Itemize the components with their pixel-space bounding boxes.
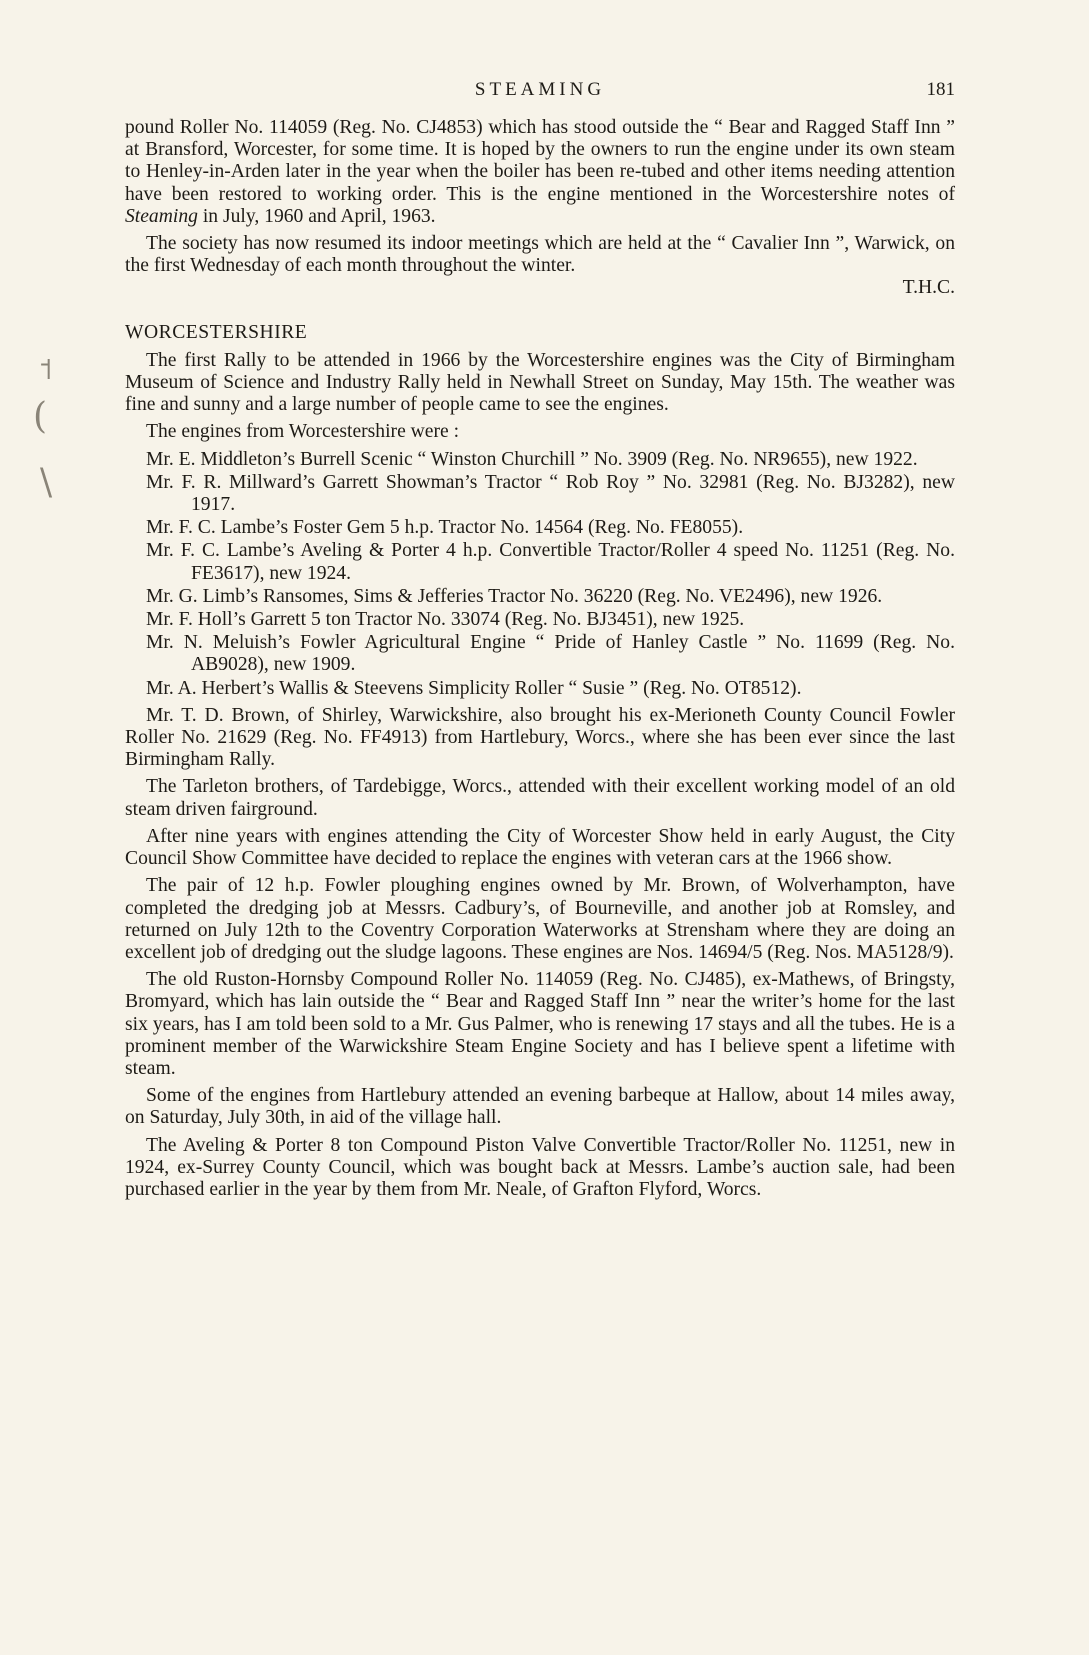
page-header: [125, 79, 955, 109]
publication-title: Steaming: [125, 205, 198, 227]
page-number: 181: [926, 79, 955, 100]
paragraph: The Tarleton brothers, of Tardebigge, Worcs., attended with their excellent working model of an old steam driven fairground.: [125, 776, 955, 820]
paragraph: Mr. T. D. Brown, of Shirley, Warwickshire, also brought his ex-Merioneth County Council Fowler Roller No. 21629 (Reg. No. FF4913) from Hartlebury, Worcs., where she has been ever since the last Birmingham Rally.: [125, 704, 955, 771]
list-item: Mr. F. C. Lambe’s Aveling & Porter 4 h.p. Convertible Tractor/Roller 4 speed No. 11251 (Reg. No. FE3617), new 1924.: [146, 540, 955, 584]
paragraph-text: pound Roller No. 114059 (Reg. No. CJ4853) which has stood outside the “ Bear and Ragged Staff Inn ” at Bransford, Worcester, for some time. It is hoped by the owners to run the engine under its own steam to Henley-in-Arden later in the year when the boiler has been re-tubed and other items needing attention have been restored to working order. This is the engine mentioned in the Worcestershire notes of: [125, 117, 955, 205]
paragraph: The Aveling & Porter 8 ton Compound Piston Valve Convertible Tractor/Roller No. 11251, new in 1924, ex-Surrey County Council, which was bought back at Messrs. Lambe’s auction sale, had been purchased earlier in the year by them from Mr. Neale, of Grafton Flyford, Worcs.: [125, 1134, 955, 1200]
section-heading: WORCESTERSHIRE: [125, 321, 308, 343]
paragraph: The old Ruston-Hornsby Compound Roller No. 114059 (Reg. No. CJ485), ex-Mathews, of Bringsty, Bromyard, which has lain outside the “ Bear and Ragged Staff Inn ” near the writer’s home for the last six years, has I am told been sold to a Mr. Gus Palmer, who is renewing 17 stays and all the tubes. He is a prominent member of the Warwickshire Steam Engine Society and has I believe spent a lifetime with steam.: [125, 969, 955, 1079]
paragraph-text: in July, 1960 and April, 1963.: [197, 205, 436, 227]
paragraph: The pair of 12 h.p. Fowler ploughing engines owned by Mr. Brown, of Wolverhampton, have completed the dredging job at Messrs. Cadbury’s, of Bourneville, and another job at Romsley, and returned on July 12th to the Coventry Corporation Waterworks at Strensham where they are doing an excellent job of dredging out the sludge lagoons. These engines are Nos. 14694/5 (Reg. Nos. MA5128/9).: [125, 875, 955, 963]
list-item: Mr. N. Meluish’s Fowler Agricultural Engine “ Pride of Hanley Castle ” No. 11699 (Reg. No. AB9028), new 1909.: [146, 632, 955, 676]
margin-pencil-mark: \: [40, 462, 53, 503]
running-title: STEAMING: [474, 79, 606, 100]
paragraph: The engines from Worcestershire were :: [146, 421, 460, 443]
paragraph: [125, 117, 955, 228]
list-item: Mr. F. C. Lambe’s Foster Gem 5 h.p. Tractor No. 14564 (Reg. No. FE8055).: [146, 517, 744, 539]
paragraph: After nine years with engines attending the City of Worcester Show held in early August, the City Council Show Committee have decided to replace the engines with veteran cars at the 1966 show.: [125, 825, 955, 870]
list-item: Mr. F. Holl’s Garrett 5 ton Tractor No. 33074 (Reg. No. BJ3451), new 1925.: [146, 609, 745, 631]
list-item: Mr. A. Herbert’s Wallis & Steevens Simplicity Roller “ Susie ” (Reg. No. OT8512).: [146, 677, 802, 699]
list-item: Mr. E. Middleton’s Burrell Scenic “ Winston Churchill ” No. 3909 (Reg. No. NR9655), new 1922.: [146, 448, 918, 470]
article-body: [125, 117, 955, 1206]
paragraph: The first Rally to be attended in 1966 by the Worcestershire engines was the City of Birmingham Museum of Science and Industry Rally held in Newhall Street on Sunday, May 15th. The weather was fine and sunny and a large number of people came to see the engines.: [125, 349, 955, 416]
list-item: Mr. G. Limb’s Ransomes, Sims & Jefferies Tractor No. 36220 (Reg. No. VE2496), new 1926.: [146, 585, 883, 607]
margin-pencil-mark: ˦: [38, 352, 53, 387]
author-initials: T.H.C.: [902, 277, 955, 299]
list-item: Mr. F. R. Millward’s Garrett Showman’s Tractor “ Rob Roy ” No. 32981 (Reg. No. BJ3282), new 1917.: [146, 471, 955, 516]
paragraph: The society has now resumed its indoor meetings which are held at the “ Cavalier Inn ”, Warwick, on the first Wednesday of each month throughout the winter.: [125, 233, 955, 277]
margin-pencil-mark: (: [33, 396, 48, 437]
paragraph: Some of the engines from Hartlebury attended an evening barbeque at Hallow, about 14 miles away, on Saturday, July 30th, in aid of the village hall.: [125, 1085, 955, 1129]
engine-list: [125, 449, 955, 700]
